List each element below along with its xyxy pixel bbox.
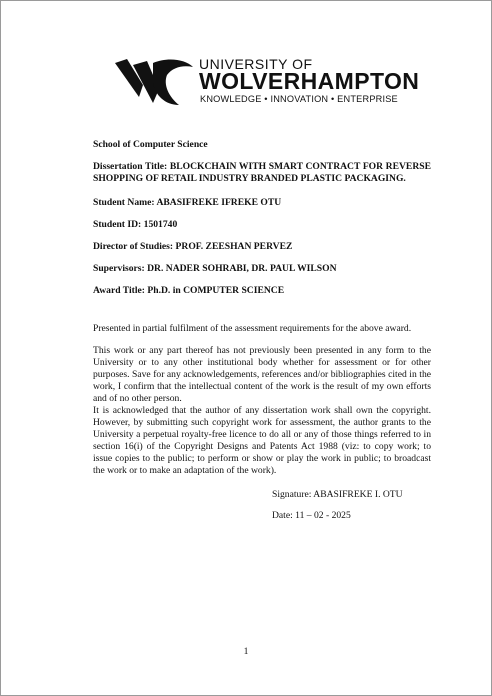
student-name: [93, 197, 431, 209]
university-logo: [113, 55, 443, 113]
award-title: [93, 285, 431, 297]
signature: Signature: ABASIFREKE I. OTU: [272, 489, 403, 500]
dissertation-title-value: BLOCKCHAIN WITH SMART CONTRACT FOR REVERSE SHOPPING OF RETAIL INDUSTRY BRANDED PLASTIC PACKAGING.: [93, 161, 431, 184]
supervisors: [93, 263, 431, 275]
wolf-logo-icon: [113, 55, 195, 113]
paragraph-copyright: It is acknowledged that the author of any dissertation work shall own the copyright. However, by submitting such copyright work for assessment, the author grants to the University a perpetual royalty-free licence to do all or any of those things referred to in section 16(i) of the Copyright Designs and Patents Act 1988 (viz: to copy work; to issue copies to the public; to perform or show or play the work in public; to broadcast the work or to make an adaptation of the work).: [93, 405, 431, 476]
award-value: Ph.D. in COMPUTER SCIENCE: [147, 285, 285, 296]
page-number: 1: [243, 646, 249, 657]
director-value: PROF. ZEESHAN PERVEZ: [175, 241, 293, 252]
student-id: [93, 219, 431, 231]
logo-tagline: KNOWLEDGE • INNOVATION • ENTERPRISE: [200, 94, 398, 104]
student-id-label: Student ID:: [93, 219, 142, 230]
director-of-studies: [93, 241, 431, 253]
logo-line-1: UNIVERSITY OF: [199, 56, 313, 72]
logo-line-2: WOLVERHAMPTON: [199, 68, 420, 94]
student-name-value: ABASIFREKE IFREKE OTU: [156, 197, 282, 208]
date: Date: 11 – 02 - 2025: [272, 510, 351, 521]
paragraph-presented: Presented in partial fulfilment of the assessment requirements for the above award.: [93, 323, 412, 334]
school-name: School of Computer Science: [93, 139, 208, 150]
student-name-label: Student Name:: [93, 197, 155, 208]
paragraph-declaration: This work or any part thereof has not previously been presented in any form to the University or to any other institutional body whether for assessment or for other purposes. Save for any acknowledgements, references and/or bibliographies cited in the work, I confirm that the intellectual content of the work is the result of my own efforts and of no other person.: [93, 345, 431, 404]
supervisors-label: Supervisors:: [93, 263, 145, 274]
dissertation-title: [93, 161, 431, 185]
student-id-value: 1501740: [143, 219, 178, 230]
dissertation-title-label: Dissertation Title:: [93, 161, 168, 172]
supervisors-value: DR. NADER SOHRABI, DR. PAUL WILSON: [147, 263, 337, 274]
award-label: Award Title:: [93, 285, 145, 296]
director-label: Director of Studies:: [93, 241, 174, 252]
